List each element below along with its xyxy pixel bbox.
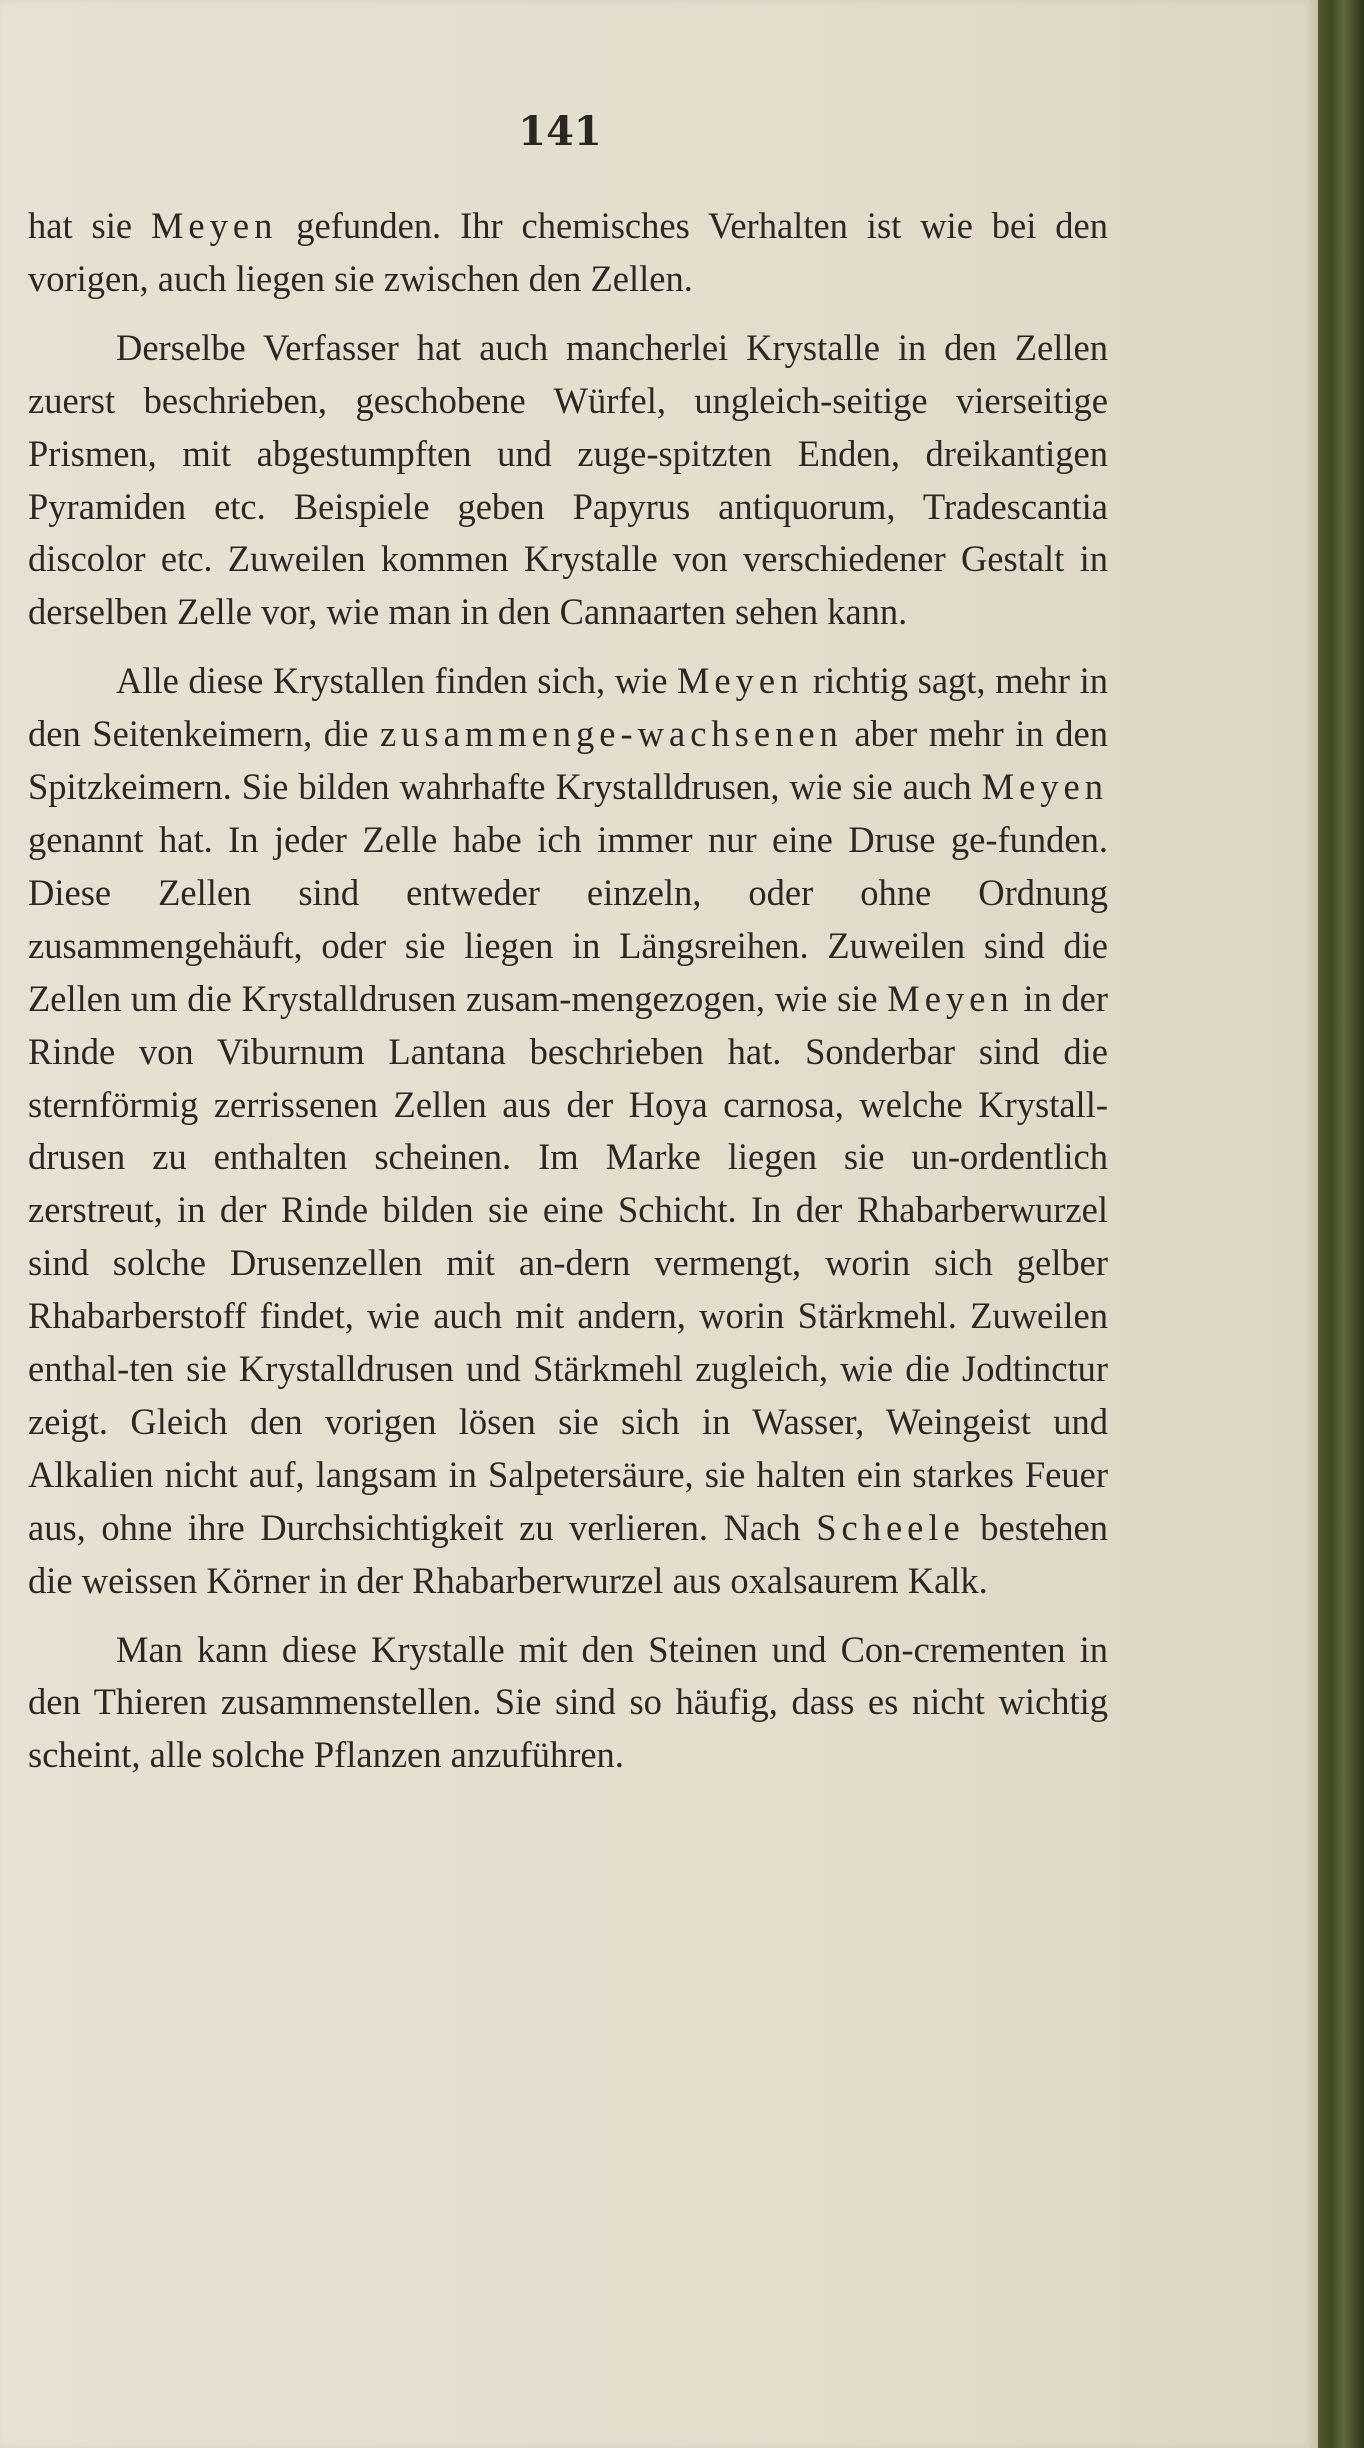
page-edge (1306, 0, 1318, 2448)
spaced-name: Meyen (150, 205, 278, 246)
text-run: Man kann diese Krystalle mit den Steinen und Con-crementen in den Thieren zusammenstellen. Sie sind so häufig, dass es nicht wichtig scheint, alle solche Pflanzen anzuführen. (28, 1628, 1108, 1776)
paragraph (28, 200, 1108, 306)
text-run: Alle diese Krystallen finden sich, wie (116, 660, 677, 702)
text-run: gefunden. Ihr chemisches Verhalten ist wie bei den vorigen, auch liegen sie zwischen den Zellen. (28, 205, 1109, 299)
text-run: Derselbe Verfasser hat auch mancherlei Krystalle in den Zellen zuerst beschrieben, geschobene Würfel, ungleich-seitige vierseitige Prismen, mit abgestumpften und zuge-spitzten Enden, dreikantigen Pyramiden etc. Beispiele geben Papyrus antiquorum, Tradescantia discolor etc. Zuweilen kommen Krystalle von verschiedener Gestalt in derselben Zelle vor, wie man in den Cannaarten sehen kann. (28, 326, 1108, 633)
book-cover-edge (1318, 0, 1364, 2448)
text-run: richtig sagt, mehr in den Seitenkeimern, die (28, 660, 1109, 755)
text-run: in der Rinde von Viburnum Lantana beschrieben hat. Sonderbar sind die sternförmig zerrissenen Zellen aus der Hoya carnosa, welche Krystall-drusen zu enthalten scheinen. Im Marke liegen sie un-ordentlich zerstreut, in der Rinde bilden sie eine Schicht. In der Rhabarberwurzel sind solche Drusenzellen mit an-dern vermengt, worin sich gelber Rhabarberstoff findet, wie auch mit andern, worin Stärkmehl. Zuweilen enthal-ten sie Krystalldrusen und Stärkmehl zugleich, wie die Jodtinctur zeigt. Gleich den vorigen lösen sie sich in Wasser, Weingeist und Alkalien nicht auf, langsam in Salpetersäure, sie halten ein starkes Feuer aus, ohne ihre Durchsichtigkeit zu verlieren. Nach (28, 977, 1108, 1548)
spaced-name: Scheele (816, 1506, 965, 1548)
paragraph (28, 1624, 1108, 1783)
spaced-name: Meyen (676, 660, 804, 702)
text-run: aber mehr in den Spitzkeimern. Sie bilden wahrhafte Krystalldrusen, wie sie auch (28, 713, 1108, 808)
page-number: 141 (518, 108, 602, 155)
spaced-name: Meyen (887, 977, 1014, 1019)
paragraph (28, 655, 1108, 1607)
spaced-name: zusammenge-wachsenen (379, 713, 843, 755)
text-run: hat sie (28, 205, 151, 246)
text-run: genannt hat. In jeder Zelle habe ich immer nur eine Druse ge-funden. Diese Zellen sind entweder einzeln, oder ohne Ordnung zusammengehäuft, oder sie liegen in Längsreihen. Zuweilen sind die Zellen um die Krystalldrusen zusam-mengezogen, wie sie (28, 818, 1108, 1019)
paragraph (28, 322, 1108, 639)
spaced-name: Meyen (981, 766, 1108, 808)
body-text (28, 200, 1108, 1798)
text-run: bestehen die weissen Körner in der Rhabarberwurzel aus oxalsaurem Kalk. (28, 1506, 1108, 1601)
